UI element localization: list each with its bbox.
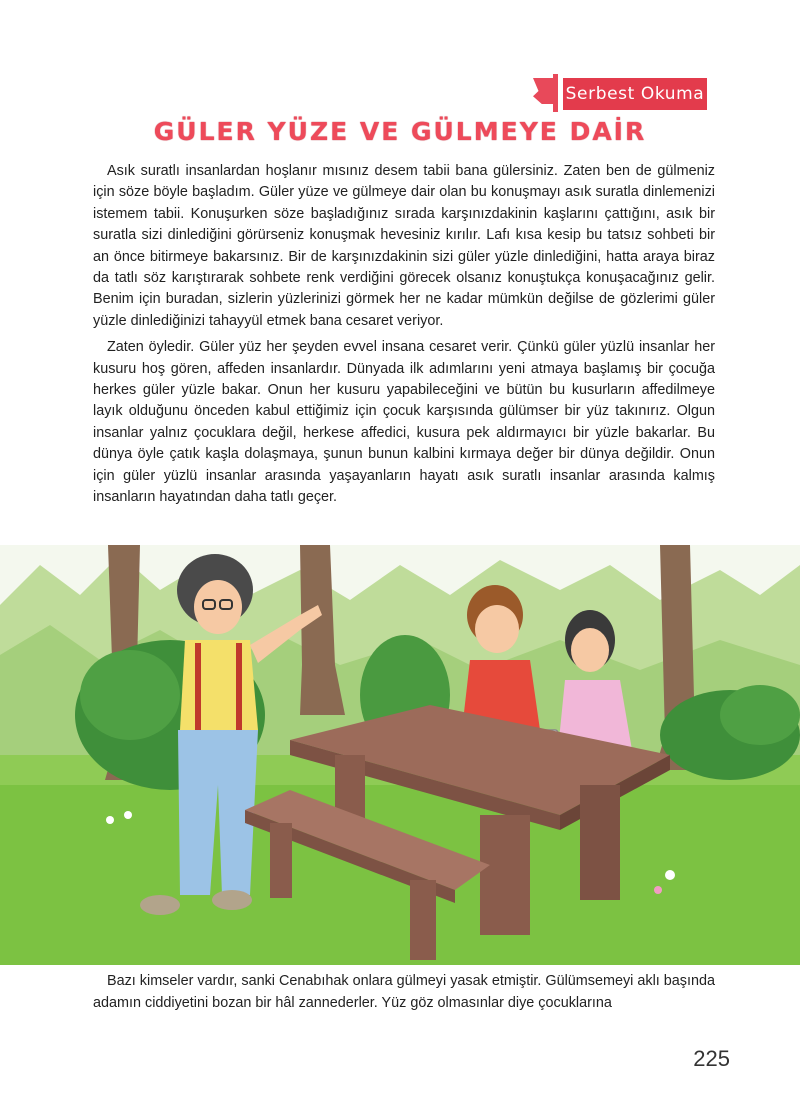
tag-flag-decoration <box>533 78 555 104</box>
section-tag <box>533 74 713 114</box>
tag-bar-decoration <box>553 74 558 112</box>
article-body <box>93 161 715 514</box>
page-number: 225 <box>693 1046 730 1071</box>
page-title: GÜLER YÜZE VE GÜLMEYE DAİR <box>153 117 647 146</box>
paragraph-1: Asık suratlı insanlardan hoşlanır mısınız desem tabii bana gülersiniz. Zaten ben de gülmeniz için söze böyle başladım. Güler yüze ve gülmeye dair olan bu konuşmayı asık suratla dinlemenizi istemem tabii. Konuşurken söze başladığınız sırada karşınızdakinin kaşlarını çattığını, asık bir suratla sizi dinlediğini görürseniz konuşmak hevesiniz kırılır. Lafı kısa kesip bu tatsız sohbeti bir an önce bitirmeye bakarsınız. Bir de karşınızdakinin sizi güler yüzle dinlediğini, hatta araya biraz da tatlı söz karıştırarak sohbete renk verdiğini görecek olsanız konuştukça konuşacağınız gelir. Benim için buradan, sizlerin yüzlerinizi görmek her ne kadar mümkün değilse de gözlerimi güler yüzle dinlediğinizi tahayyül etmek bana cesaret veriyor. <box>93 163 715 329</box>
bottom-paragraph: Bazı kimseler vardır, sanki Cenabıhak onlara gülmeyi yasak etmiştir. Gülümsemeyi aklı başında adamın ciddiyetini bozan bir hâl zannederler. Yüz göz olmasınlar diye çocuklarına <box>93 973 715 1011</box>
section-tag-label: Serbest Okuma <box>563 78 707 110</box>
story-illustration <box>0 545 800 965</box>
paragraph-2: Zaten öyledir. Güler yüz her şeyden evvel insana cesaret verir. Çünkü güler yüzlü insanlar her kusuru hoş gören, affeden insanlardır. Dünyada ilk adımlarını yeni atmaya başlamış bir çocuğa herkes güler yüzle bakar. Onun her kusuru yapabileceğini ve bütün bu kusurların affedilmeye layık olduğunu önceden kabul ettiğimiz için çocuk karşısında gülümser bir yüz takınırız. Olgun insanlar yalnız çocuklara değil, herkese affedici, kusura pek aldırmayıcı bir yüzle bakarlar. Bu dünya öyle çatık kaşla dolaşmaya, şunun bunun kalbini kırmaya değer bir dünya değildir. Onun için güler yüzlü insanlar arasında yaşayanların hayatı asık suratlı insanlar arasında kalmış insanların hayatından daha tatlı geçer. <box>93 339 715 506</box>
bottom-text <box>93 970 715 1014</box>
